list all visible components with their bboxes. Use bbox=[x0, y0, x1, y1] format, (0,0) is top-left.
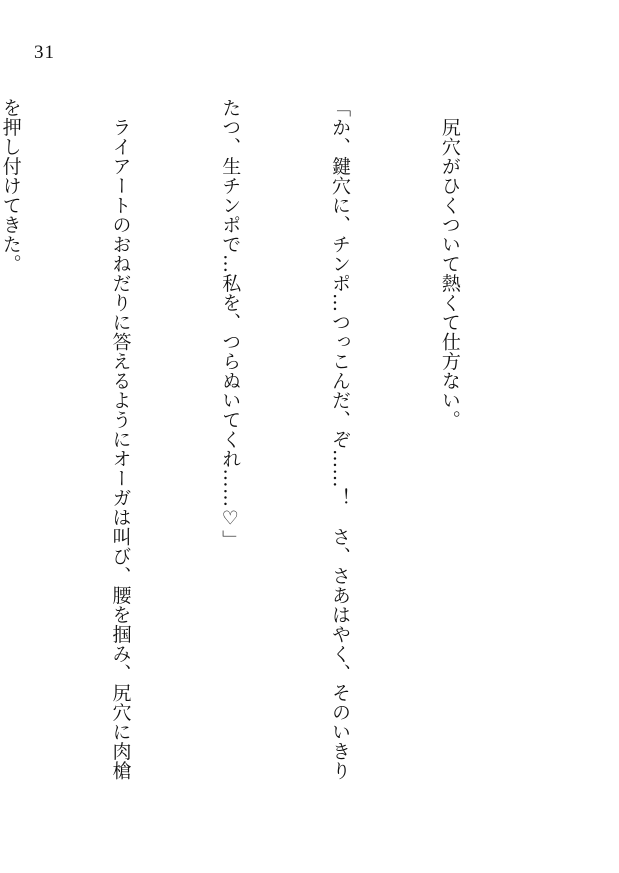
text-line: たつ、生チンポで…私を、つらぬいてくれ……♡」 bbox=[219, 98, 242, 550]
text-line: 尻穴がひくついて熱くて仕方ない。 bbox=[438, 98, 461, 430]
text-line: 「か、鍵穴に、チンポ…つっこんだ、ぞ……！ さ、さあはやく、そのいきり bbox=[329, 98, 352, 781]
page-number: 31 bbox=[34, 42, 55, 63]
text-line: ライアートのおねだりに答えるようにオーガは叫び、腰を掴み、尻穴に肉槍 bbox=[109, 98, 132, 781]
vertical-text-body bbox=[0, 98, 541, 838]
text-line: を押し付けてきた。 bbox=[0, 98, 22, 274]
